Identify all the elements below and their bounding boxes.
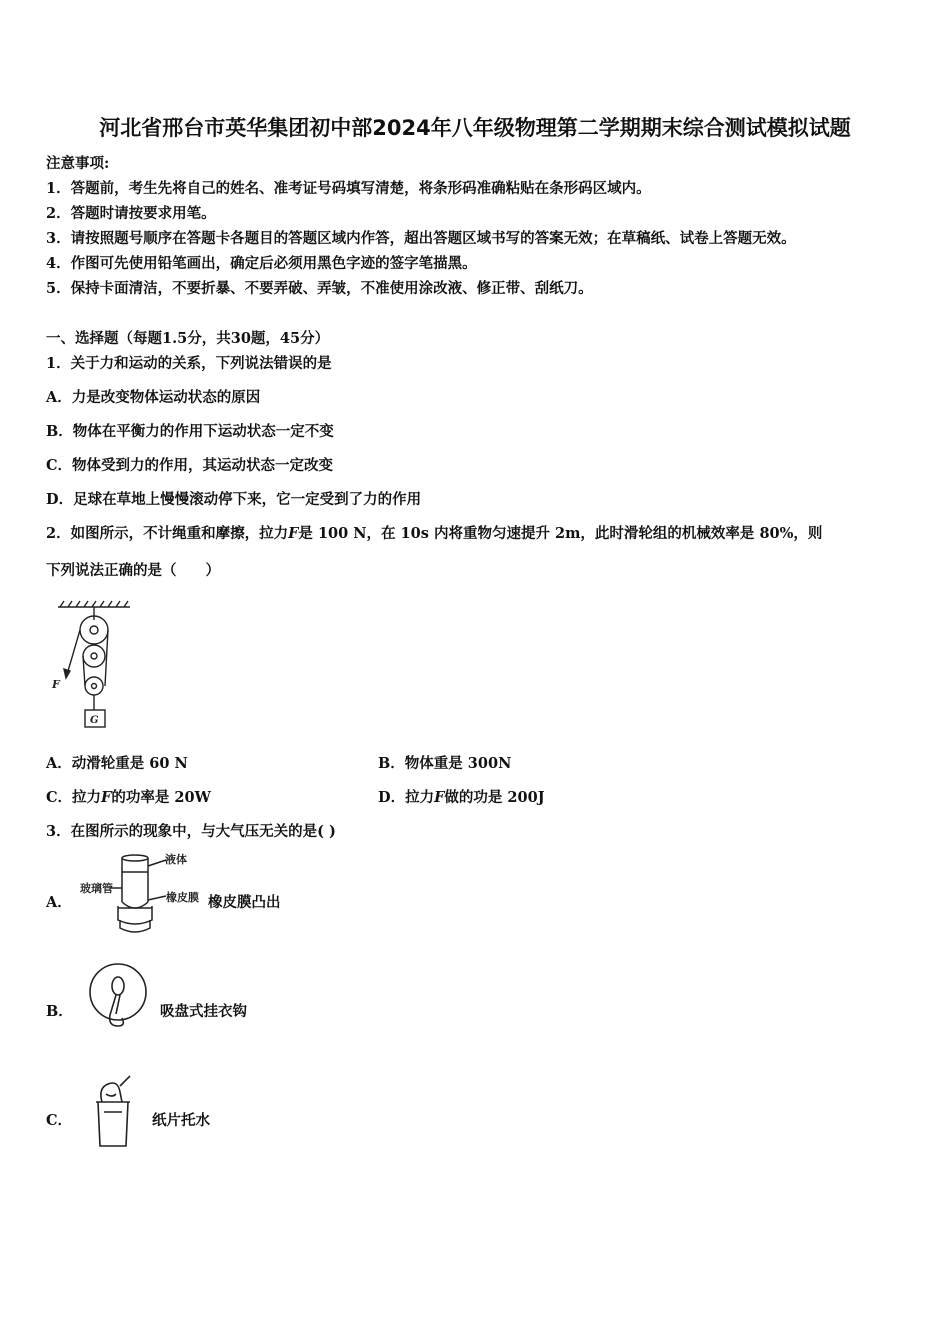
glass-tube-figure (80, 850, 205, 940)
q2-option-c (46, 786, 211, 807)
pulley-figure (50, 598, 140, 733)
page-title: 河北省邢台市英华集团初中部2024年八年级物理第二学期期末综合测试模拟试题 (99, 116, 851, 140)
force-label: F (52, 678, 60, 691)
q2-stem-force: F (288, 525, 299, 542)
q3-option-b-letter: B． (46, 1003, 73, 1020)
paper-water-cup-icon (82, 1072, 142, 1152)
rubber-film-label: 橡皮膜 (166, 891, 199, 904)
question-2-stem-line2: 下列说法正确的是（ ） (46, 562, 220, 579)
q2-option-b: B．物体重是 300N (378, 755, 512, 772)
q1-option-c: C．物体受到力的作用，其运动状态一定改变 (46, 457, 334, 474)
q3-option-a-text: 橡皮膜凸出 (208, 894, 281, 911)
q2-option-c-part: 的功率是 20W (111, 789, 211, 806)
q3-option-b-text: 吸盘式挂衣钩 (160, 1003, 247, 1020)
q2-stem-part: 是 100 N，在 10s 内将重物匀速提升 2m，此时滑轮组的机械效率是 80%，则 (298, 525, 823, 542)
notice-item: 5．保持卡面清洁，不要折暴、不要弄破、弄皱，不准使用涂改液、修正带、刮纸刀。 (46, 280, 593, 297)
q3-option-c-letter: C． (46, 1112, 73, 1129)
q2-stem-part: 2．如图所示，不计绳重和摩擦，拉力 (46, 525, 289, 542)
liquid-label: 液体 (165, 853, 187, 866)
q3-option-a-letter: A． (46, 894, 72, 911)
q1-option-d: D．足球在草地上慢慢滚动停下来，它一定受到了力的作用 (46, 491, 422, 508)
pulley-icon (64, 607, 108, 727)
section-heading: 一、选择题（每题1.5分，共30题，45分） (46, 330, 330, 347)
notice-item: 4．作图可先使用铅笔画出，确定后必须用黑色字迹的签字笔描黑。 (46, 255, 477, 272)
weight-label: G (90, 715, 99, 726)
ceiling-icon (58, 601, 130, 607)
glass-tube-label: 玻璃管 (80, 882, 113, 895)
question-3-stem: 3．在图所示的现象中，与大气压无关的是( ) (46, 823, 336, 840)
notice-heading: 注意事项: (46, 155, 110, 172)
notice-item: 2．答题时请按要求用笔。 (46, 205, 216, 222)
question-1-stem: 1．关于力和运动的关系，下列说法错误的是 (46, 355, 332, 372)
q2-option-d (378, 786, 545, 807)
q3-option-c-text: 纸片托水 (152, 1112, 210, 1129)
q2-option-d-force: F (434, 789, 445, 806)
notice-item: 3．请按照题号顺序在答题卡各题目的答题区域内作答，超出答题区域书写的答案无效；在草稿纸、试卷上答题无效。 (46, 230, 796, 247)
notice-item: 1．答题前，考生先将自己的姓名、准考证号码填写清楚，将条形码准确粘贴在条形码区域内。 (46, 180, 651, 197)
suction-hook-icon (86, 960, 151, 1035)
q2-option-d-part: 做的功是 200J (444, 789, 545, 806)
q2-option-c-part: C．拉力 (46, 789, 102, 806)
question-2-stem (46, 522, 822, 543)
q2-option-d-part: D．拉力 (378, 789, 435, 806)
q2-option-c-force: F (101, 789, 112, 806)
q2-option-a: A．动滑轮重是 60 N (46, 755, 188, 772)
q1-option-a: A．力是改变物体运动状态的原因 (46, 389, 261, 406)
q1-option-b: B．物体在平衡力的作用下运动状态一定不变 (46, 423, 334, 440)
